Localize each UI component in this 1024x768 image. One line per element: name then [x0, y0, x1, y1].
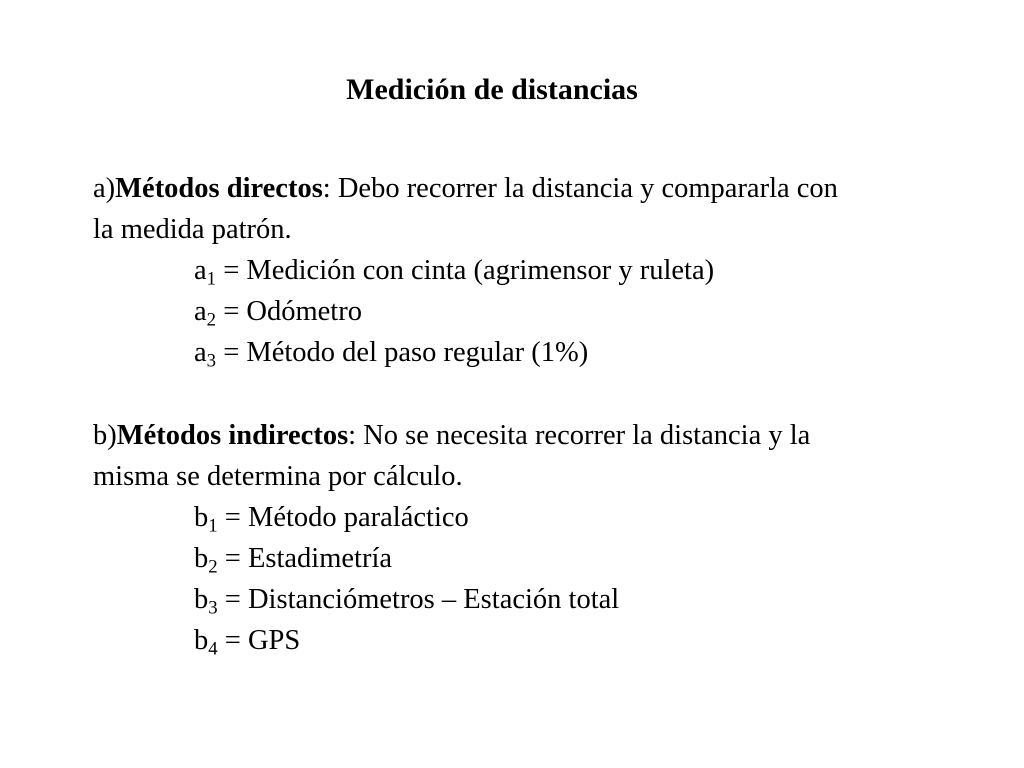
method-text: = Estadimetría	[217, 543, 393, 574]
method-item	[93, 497, 993, 538]
section-term: Métodos indirectos	[116, 420, 349, 451]
method-index: 1	[206, 268, 217, 290]
section-term: Métodos directos	[115, 173, 323, 204]
method-index: 2	[206, 309, 217, 331]
method-item	[93, 250, 993, 291]
method-text: = Método del paso regular (1%)	[216, 337, 589, 368]
method-index: 3	[208, 597, 218, 619]
method-item	[93, 538, 993, 579]
section-description: : Debo recorrer la distancia y compararla con	[322, 173, 838, 204]
method-letter: b	[194, 625, 209, 656]
method-letter: b	[194, 584, 209, 615]
method-letter: a	[194, 337, 207, 368]
section-description-continued: la medida patrón.	[93, 214, 292, 245]
section-prefix: a)	[93, 173, 116, 204]
method-item	[93, 579, 993, 620]
method-text: = Distanciómetros – Estación total	[217, 584, 620, 615]
method-text: = Odómetro	[216, 296, 362, 327]
section-heading-line	[93, 168, 993, 209]
method-letter: b	[194, 543, 209, 574]
method-index: 4	[208, 638, 218, 660]
section-direct-methods	[93, 168, 993, 373]
method-item	[93, 620, 993, 661]
method-letter: a	[194, 255, 207, 286]
section-description-continued: misma se determina por cálculo.	[93, 461, 463, 492]
method-index: 3	[206, 350, 217, 372]
section-heading-line	[93, 415, 993, 456]
method-index: 2	[208, 556, 218, 578]
method-index: 1	[208, 515, 218, 537]
method-letter: a	[194, 296, 207, 327]
method-text: = Método paraláctico	[217, 502, 469, 533]
method-text: = GPS	[217, 625, 301, 656]
section-description: : No se necesita recorrer la distancia y la	[348, 420, 811, 451]
section-indirect-methods	[93, 415, 993, 661]
slide-title: Medición de distancias	[346, 73, 638, 106]
section-prefix: b)	[93, 420, 117, 451]
method-item	[93, 332, 993, 373]
method-text: = Medición con cinta (agrimensor y ruleta)	[216, 255, 715, 286]
method-item	[93, 291, 993, 332]
method-letter: b	[194, 502, 209, 533]
